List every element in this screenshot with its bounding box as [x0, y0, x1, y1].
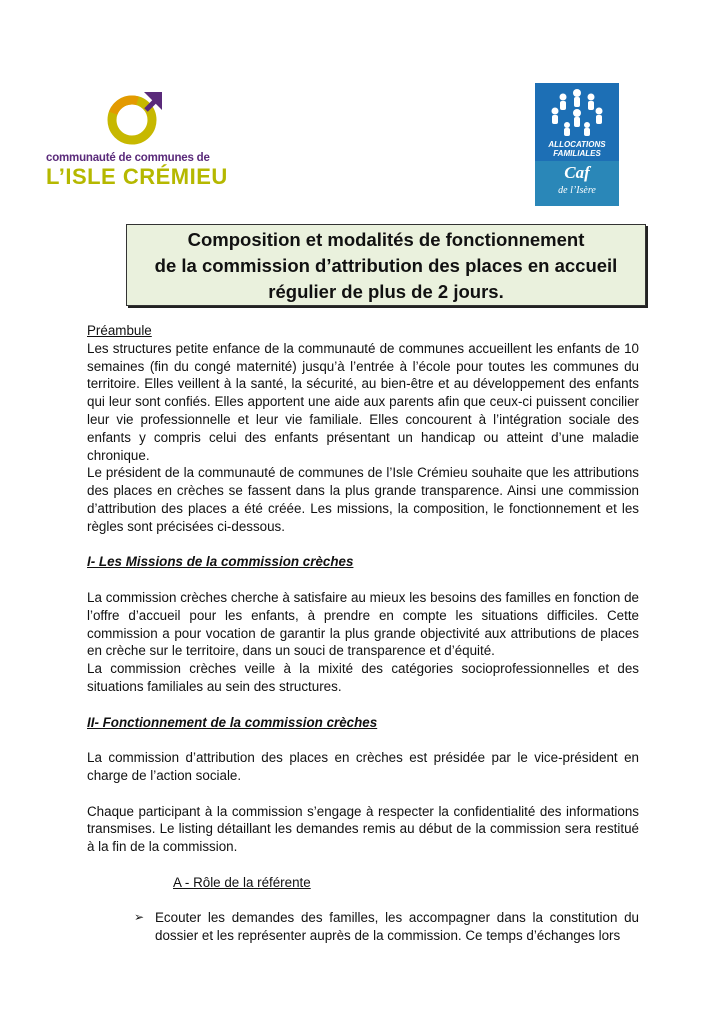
role-subheading: A - Rôle de la référente [173, 874, 311, 890]
preambule-paragraph-2: Le président de la communauté de communes de l’Isle Crémieu souhaite que les attributions des places en crèches se fassent dans la plus grande transparence. Ainsi une commission d’attribution des places a été créée. Les missions, la composition, le fonctionnement et les règles sont précisées ci-dessous. [87, 465, 639, 534]
caf-figures-icon [541, 87, 613, 139]
section2-paragraph-1: La commission d’attribution des places en crèches est présidée par le vice-président en charge de l’action sociale. [87, 750, 639, 783]
document-body [87, 322, 639, 945]
logo-line1: communauté de communes de [46, 152, 210, 164]
logo-line2: L’ISLE CRÉMIEU [46, 164, 228, 189]
section1-paragraph-2: La commission crèches veille à la mixité des catégories socioprofessionnelles et des situations familiales au sein des structures. [87, 661, 639, 694]
bullet-text: Ecouter les demandes des familles, les accompagner dans la constitution du dossier et les représenter auprès de la commission. Ce temps d’échanges lors [155, 910, 639, 944]
title-line3: régulier de plus de 2 jours. [268, 281, 504, 302]
isle-cremieu-logo [46, 88, 226, 188]
section2-heading: II- Fonctionnement de la commission crèches [87, 714, 378, 730]
list-item [87, 909, 639, 945]
arrow-bullet-icon: ➢ [134, 910, 145, 925]
title-line1: Composition et modalités de fonctionnement [187, 229, 585, 250]
title-line2: de la commission d’attribution des places en accueil [154, 255, 618, 276]
section2-paragraph-2: Chaque participant à la commission s’engage à respecter la confidentialité des informations transmises. Le listing détaillant les demandes remis au début de la commission sera restitué à la fin de la commission. [87, 803, 639, 855]
isle-cremieu-emblem-icon [106, 88, 168, 150]
caf-line1: ALLOCATIONS [548, 140, 606, 149]
caf-name: Caf [564, 163, 590, 182]
preambule-heading: Préambule [87, 323, 152, 338]
section1-heading: I- Les Missions de la commission crèches [87, 554, 354, 570]
preambule-paragraph-1: Les structures petite enfance de la communauté de communes accueillent les enfants de 10 semaines (fin du congé maternité) jusqu’à l’entrée à l’école pour toutes les communes du territoire. Elles veillent à la santé, la sécurité, au bien-être et au développement des enfants qui leur sont confiés. Elles apportent une aide aux parents afin que ceux-ci puissent concilier leur vie professionnelle et leur vie familiale. Elles concourent à l’intégration sociale des enfants y compris celui des enfants présentant un handicap ou atteint d’une maladie chronique. [87, 340, 639, 463]
section1-paragraph-1: La commission crèches cherche à satisfaire au mieux les besoins des familles en fonction de l’offre d’accueil pour les enfants, à prendre en compte les situations difficiles. Cette commission a pour vocation de garantir la plus grande objectivité aux attributions de places en crèche sur le territoire, dans un souci de transparence et d’équité. [87, 589, 639, 659]
caf-allocations-text [535, 140, 619, 158]
caf-logo [535, 83, 619, 206]
document-title [126, 224, 646, 306]
caf-sub: de l’Isère [558, 185, 596, 196]
caf-line2: FAMILIALES [553, 149, 601, 158]
